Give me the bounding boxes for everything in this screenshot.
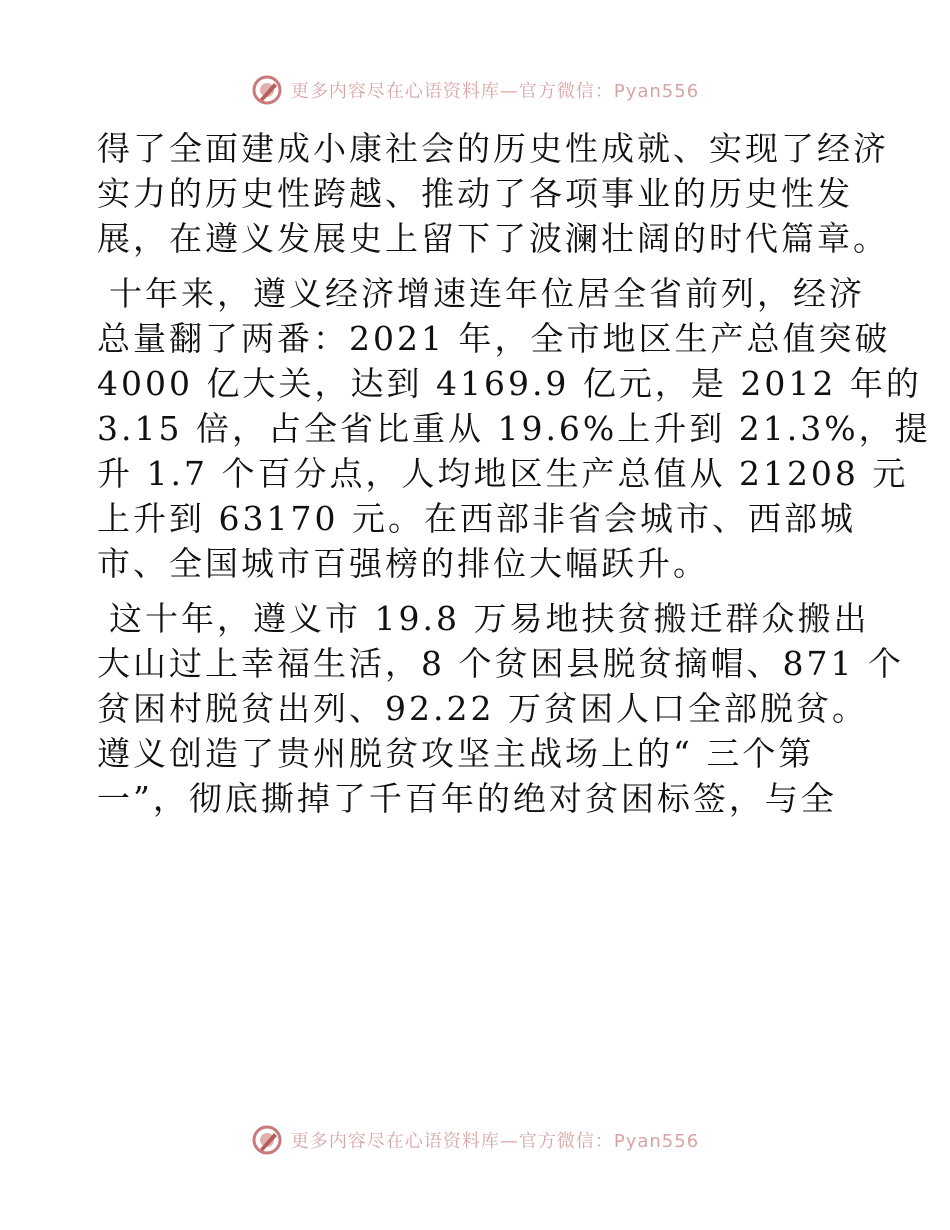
text-line: 这十年，遵义市 19.8 万易地扶贫搬迁群众搬出 — [109, 599, 870, 638]
text-line: 4000 亿大关，达到 4169.9 亿元，是 2012 年的 — [97, 364, 922, 403]
watermark-text: 更多内容尽在心语资料库—官方微信：Pyan556 — [290, 81, 700, 102]
header-watermark — [0, 70, 950, 110]
paragraph-3 — [97, 596, 904, 821]
watermark-text: 更多内容尽在心语资料库—官方微信：Pyan556 — [290, 1131, 700, 1152]
text-line: 展，在遵义发展史上留下了波澜壮阔的时代篇章。 — [97, 219, 889, 258]
pen-circle-logo-icon — [251, 74, 283, 106]
text-line: 3.15 倍，占全省比重从 19.6%上升到 21.3%，提 — [97, 409, 931, 448]
pen-circle-logo-icon — [251, 1124, 283, 1156]
text-line: 市、全国城市百强榜的排位大幅跃升。 — [97, 544, 709, 583]
footer-watermark — [0, 1120, 950, 1160]
text-line: 实力的历史性跨越、推动了各项事业的历史性发 — [97, 174, 853, 213]
text-line: 遵义创造了贵州脱贫攻坚主战场上的“ 三个第 — [97, 734, 815, 773]
text-line: 十年来，遵义经济增速连年位居全省前列，经济 — [109, 274, 865, 313]
document-body — [97, 126, 931, 821]
text-line: 上升到 63170 元。在西部非省会城市、西部城 — [97, 499, 856, 538]
text-line: 升 1.7 个百分点，人均地区生产总值从 21208 元 — [97, 454, 909, 493]
text-line: 得了全面建成小康社会的历史性成就、实现了经济 — [97, 129, 889, 168]
paragraph-2 — [97, 271, 931, 586]
text-line: 大山过上幸福生活，8 个贫困县脱贫摘帽、871 个 — [97, 644, 904, 683]
text-line: 总量翻了两番：2021 年，全市地区生产总值突破 — [97, 319, 891, 358]
text-line: 贫困村脱贫出列、92.22 万贫困人口全部脱贫。 — [97, 689, 868, 728]
paragraph-1 — [97, 126, 889, 261]
text-line: 一”，彻底撕掉了千百年的绝对贫困标签，与全 — [97, 779, 837, 818]
